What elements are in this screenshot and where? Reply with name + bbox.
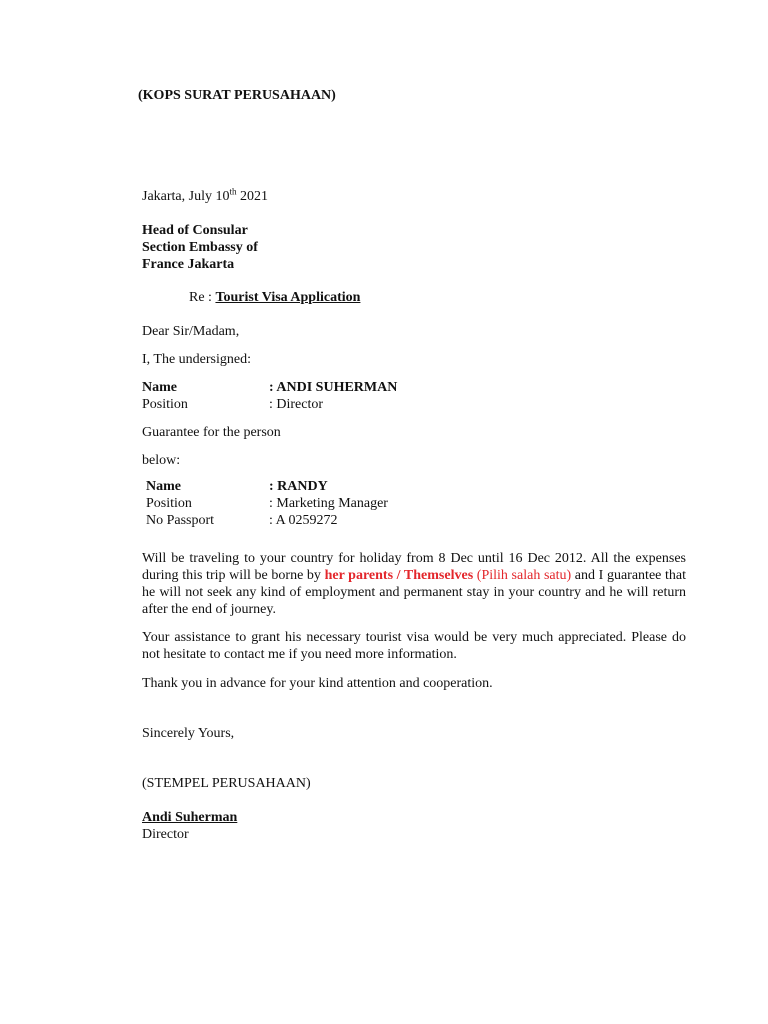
subject-line (189, 289, 360, 306)
signer-position-value: : Director (269, 397, 324, 412)
signer-position-label: Position (142, 397, 188, 412)
guarantee-line-2: below: (142, 453, 181, 468)
signer-name-value: : ANDI SUHERMAN (269, 380, 398, 395)
guaranteed-name-label: Name (146, 479, 181, 494)
intro-text: I, The undersigned: (142, 352, 251, 367)
body1-part-1: Will be traveling to your country for holiday from 8 Dec until 16 Dec 2012. All the expenses during this trip will be borne by (142, 551, 686, 583)
body-paragraph-1 (142, 550, 686, 618)
recipient-line-2: Section Embassy of (142, 240, 258, 255)
guaranteed-passport-value: : A 0259272 (269, 513, 338, 528)
closing: Sincerely Yours, (142, 726, 235, 741)
guaranteed-position-value: : Marketing Manager (269, 496, 388, 511)
date-year: 2021 (236, 189, 268, 204)
recipient-line-1: Head of Consular (142, 223, 248, 238)
subject-label: Re : (189, 290, 216, 305)
date-prefix: Jakarta, July 10 (142, 189, 230, 204)
body-paragraph-2: Your assistance to grant his necessary tourist visa would be very much appreciated. Please do not hesitate to contact me if you need more information. (142, 630, 686, 662)
signature-title: Director (142, 827, 189, 842)
body1-note: (Pilih salah satu) (473, 568, 572, 583)
signer-name-label: Name (142, 380, 177, 395)
letterhead: (KOPS SURAT PERUSAHAAN) (138, 88, 336, 103)
guaranteed-position-label: Position (146, 496, 192, 511)
recipient-line-3: France Jakarta (142, 257, 235, 272)
signature-name: Andi Suherman (142, 810, 238, 825)
body-paragraph-3: Thank you in advance for your kind attention and cooperation. (142, 676, 493, 691)
guarantee-line-1: Guarantee for the person (142, 425, 281, 440)
body1-part-2: and I guarantee that he will not seek any kind of employment and permanent stay in your country and he will return after the end of journey. (142, 568, 686, 617)
salutation: Dear Sir/Madam, (142, 324, 240, 339)
date-suffix: th (229, 186, 237, 197)
guaranteed-name-value: : RANDY (269, 479, 328, 494)
subject-value: Tourist Visa Application (215, 290, 361, 305)
letter-date (142, 188, 268, 205)
body1-highlight: her parents / Themselves (324, 568, 474, 583)
company-stamp-placeholder: (STEMPEL PERUSAHAAN) (142, 776, 311, 791)
guaranteed-passport-label: No Passport (146, 513, 215, 528)
